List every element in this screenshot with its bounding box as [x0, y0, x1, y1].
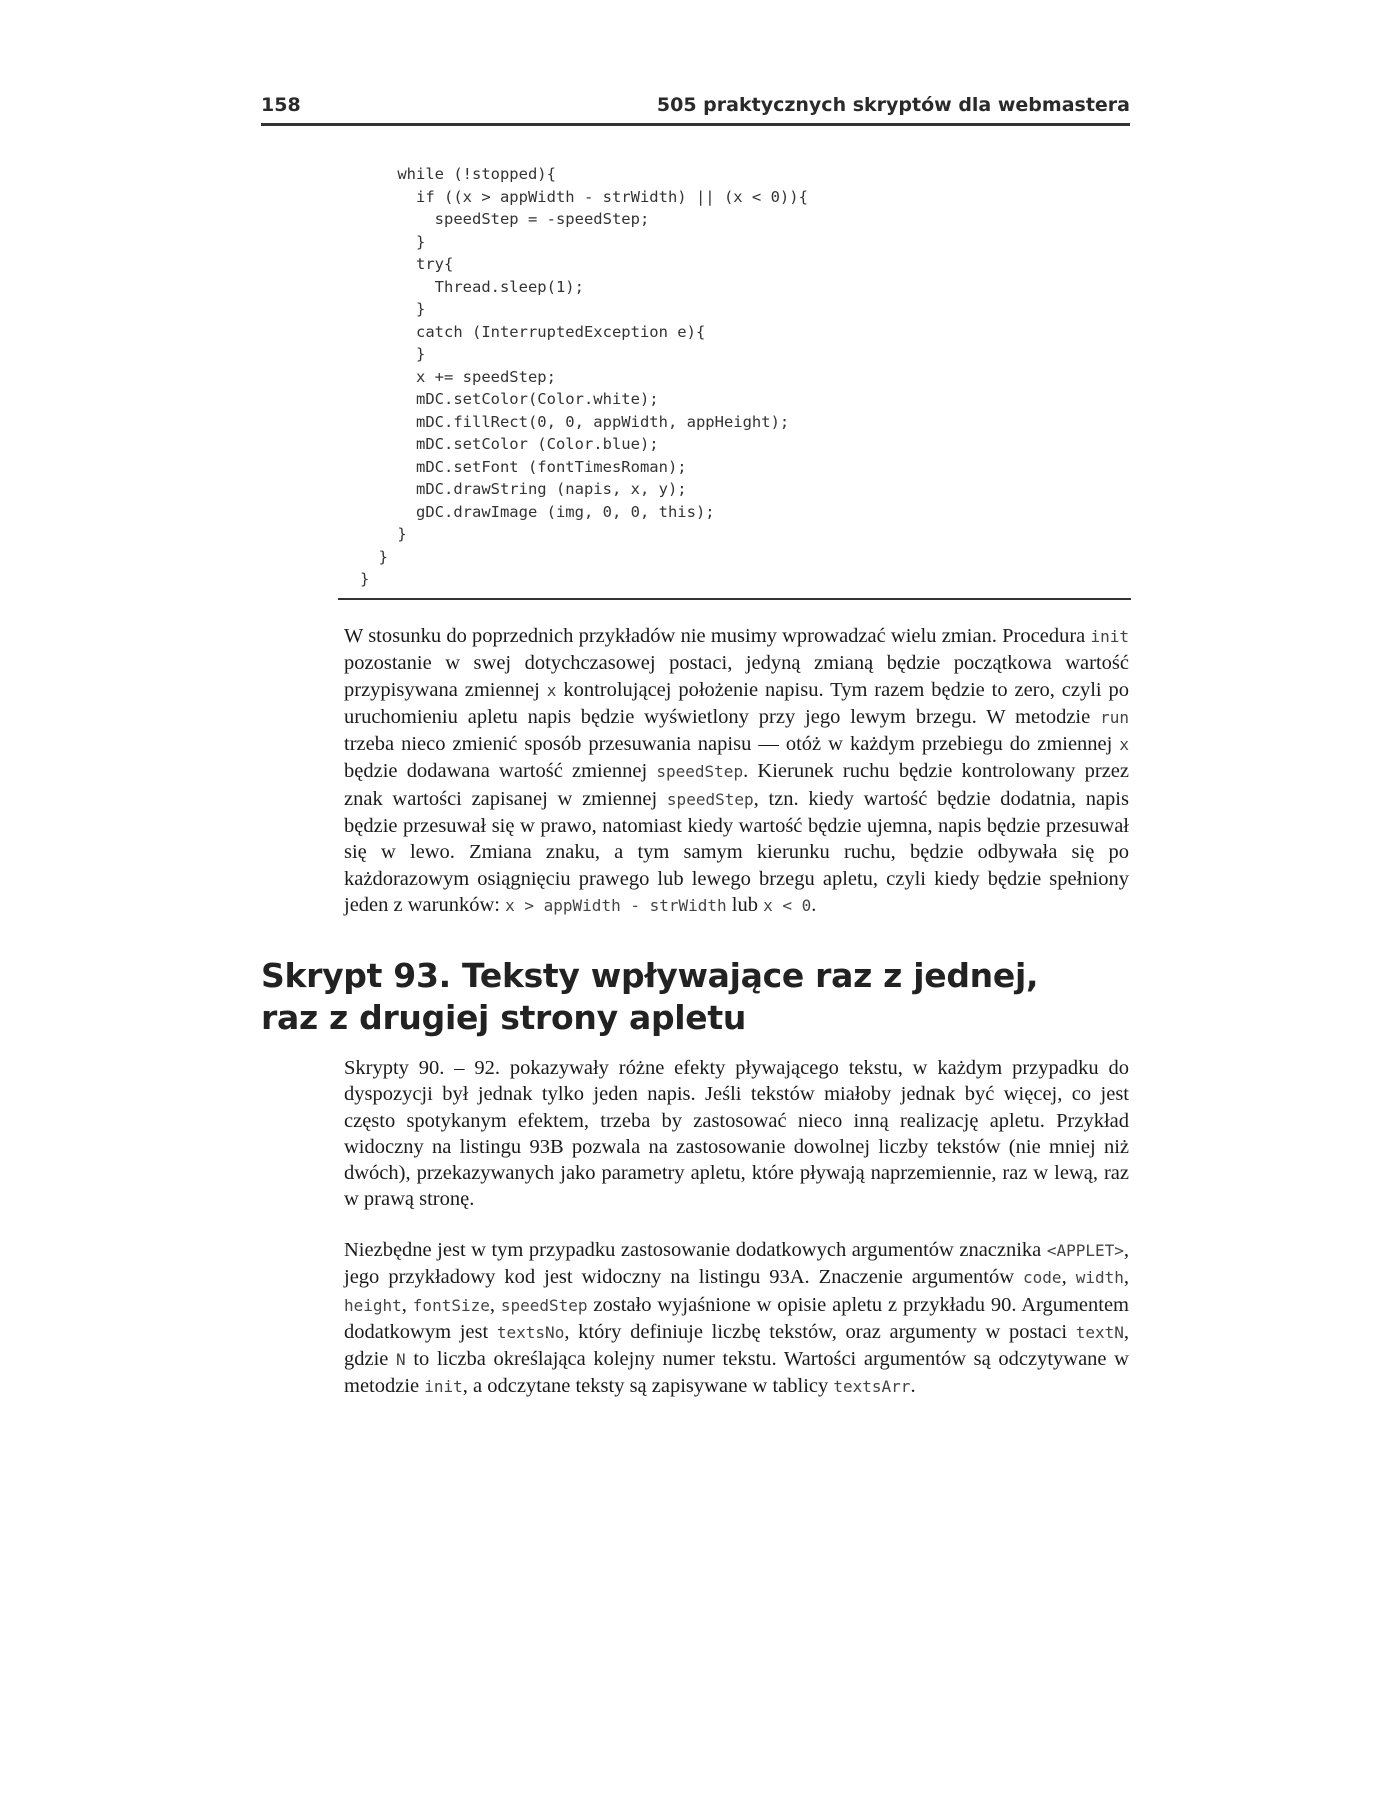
text-run: . Kierunek ruchu będzie kontrolowany przez znak wartości zapisanej w zmiennej	[344, 760, 1130, 810]
text-run: kontrolującej położenie napisu. Tym razem będzie to zero, czyli po uruchomieniu apletu napis będzie wyświetlony przy jego lewym brzegu. W metodzie	[344, 678, 1130, 728]
code-end-rule	[338, 598, 1131, 600]
text-run: ,	[489, 1293, 501, 1316]
text-run: W stosunku do poprzednich przykładów nie musimy wprowadzać wielu zmian. Procedura	[344, 625, 1091, 647]
page-number: 158	[261, 94, 301, 116]
text-run: zostało wyjaśnione w opisie apletu z przykładu 90. Argumentem dodatkowym jest	[344, 1293, 1130, 1343]
code-line: x += speedStep;	[360, 367, 556, 386]
code-line: }	[360, 525, 407, 543]
text-run: ,	[1061, 1266, 1076, 1289]
body-paragraph-3	[344, 1237, 1129, 1401]
inline-code: <APPLET>	[1046, 1241, 1124, 1260]
text-run: to liczba określająca kolejny numer tekstu. Wartości argumentów są odczytywane w metodzie	[344, 1348, 1129, 1398]
running-head	[261, 94, 1130, 116]
inline-code: textsNo	[496, 1322, 565, 1342]
text-run: lub	[726, 893, 764, 916]
inline-code: speedStep	[656, 762, 744, 782]
inline-code: code	[1023, 1268, 1062, 1288]
code-line: }	[360, 232, 426, 251]
inline-code: textN	[1075, 1322, 1124, 1342]
inline-code: x > appWidth - strWidth	[505, 895, 727, 915]
code-line: while (!stopped){	[360, 165, 556, 183]
inline-code: height	[344, 1295, 402, 1315]
inline-code: speedStep	[500, 1295, 588, 1315]
text-run: .	[910, 1375, 916, 1398]
inline-code: x	[1119, 735, 1129, 755]
text-run: , tzn. kiedy wartość będzie dodatnia, napis będzie przesuwał się w prawo, natomiast kiedy wartość będzie ujemna, napis będzie przesuwał się w lewo. Zmiana znaku, a tym samym kierunku ruchu, będzie odbywała się po każdorazowym osiągnięciu prawego lub lewego brzegu apletu, czyli kiedy będzie spełniony jeden z warunków:	[344, 787, 1129, 916]
text-run: .	[811, 893, 817, 916]
text-run: będzie dodawana wartość zmiennej	[344, 760, 657, 783]
section-heading-line-2: raz z drugiej strony apletu	[261, 998, 747, 1037]
code-line: gDC.drawImage (img, 0, 0, this);	[360, 502, 715, 521]
text-run: trzeba nieco zmienić sposób przesuwania napisu — otóż w każdym przebiegu do zmiennej	[344, 733, 1120, 756]
inline-code: init	[424, 1377, 463, 1397]
section-heading	[261, 955, 1131, 1039]
code-line: mDC.setColor (Color.blue);	[360, 435, 659, 453]
inline-code: textsArr	[833, 1377, 911, 1397]
book-title: 505 praktycznych skryptów dla webmastera	[656, 94, 1130, 116]
code-line: mDC.fillRect(0, 0, appWidth, appHeight);	[360, 412, 790, 431]
code-line: }	[360, 300, 426, 318]
code-line: if ((x > appWidth - strWidth) || (x < 0)){	[360, 187, 808, 206]
code-line: catch (InterruptedException e){	[360, 322, 706, 341]
inline-code: run	[1100, 707, 1129, 727]
text-run: , jego przykładowy kod jest widoczny na listingu 93A. Znaczenie argumentów	[344, 1239, 1129, 1289]
text-run: , który definiuje liczbę tekstów, oraz argumenty w postaci	[564, 1320, 1076, 1343]
inline-code: N	[396, 1350, 406, 1370]
body-paragraph-1	[344, 623, 1129, 919]
code-line: }	[360, 345, 426, 363]
text-run: Niezbędne jest w tym przypadku zastosowanie dodatkowych argumentów znacznika	[344, 1239, 1047, 1261]
code-line: try{	[360, 255, 454, 273]
inline-code: x	[546, 680, 557, 700]
body-paragraph-2: Skrypty 90. – 92. pokazywały różne efekty pływającego tekstu, w każdym przypadku do dyspozycji był jednak tylko jeden napis. Jeśli tekstów miałoby jednak być więcej, co jest często spotykanym efektem, trzeba by zastosować nieco inną realizację apletu. Przykład widoczny na listingu 93B pozwala na zastosowanie dowolnej liczby tekstów (nie mniej niż dwóch), przekazywanych jako parametry apletu, które pływają naprzemiennie, raz w lewą, raz w prawą stronę.	[344, 1057, 1129, 1211]
inline-code: fontSize	[412, 1295, 490, 1315]
text-run: ,	[401, 1293, 413, 1316]
code-listing	[360, 163, 1100, 591]
inline-code: x < 0	[763, 895, 812, 915]
text-run: , a odczytane teksty są zapisywane w tablicy	[462, 1375, 834, 1398]
text-run: pozostanie w swej dotychczasowej postaci, jedyną zmianą będzie początkowa wartość przypisywana zmiennej	[344, 652, 1129, 701]
code-line: Thread.sleep(1);	[360, 277, 584, 296]
code-line: mDC.setColor(Color.white);	[360, 390, 659, 408]
code-line: speedStep = -speedStep;	[360, 210, 650, 228]
text-run: ,	[1123, 1266, 1130, 1289]
section-heading-line-1: Skrypt 93. Teksty wpływające raz z jednej,	[261, 956, 1039, 995]
inline-code: speedStep	[666, 789, 754, 809]
text-run: , gdzie	[344, 1320, 1130, 1371]
inline-code: width	[1075, 1268, 1124, 1288]
header-rule	[261, 123, 1130, 126]
code-line: mDC.setFont (fontTimesRoman);	[360, 457, 687, 476]
inline-code: init	[1090, 627, 1129, 646]
code-line: }	[360, 547, 388, 566]
code-line: mDC.drawString (napis, x, y);	[360, 480, 687, 498]
code-line: }	[360, 570, 370, 588]
